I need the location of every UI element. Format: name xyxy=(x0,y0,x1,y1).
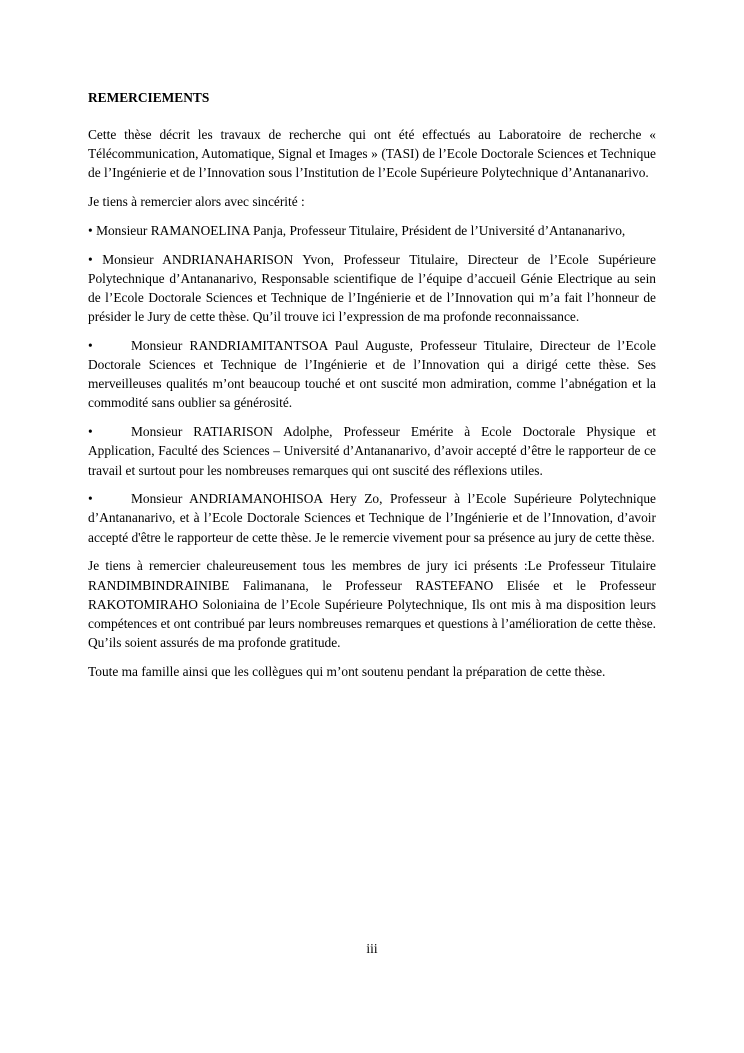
bullet-item xyxy=(88,221,656,240)
bullet-text: Monsieur RAMANOELINA Panja, Professeur Titulaire, Président de l’Université d’Antananarivo, xyxy=(96,222,626,238)
bullet-item xyxy=(88,422,656,480)
bullet-text: Monsieur RANDRIAMITANTSOA Paul Auguste, Professeur Titulaire, Directeur de l’Ecole Doctorale Sciences et Technique de l’Ingénierie et de l’Innovation qui a dirigé cette thèse. Ses merveilleuses qualités m’ont beaucoup touché et ont suscité mon admiration, comme l’abnégation et la commodité sans oublier sa générosité. xyxy=(88,337,656,411)
bullet-symbol: • xyxy=(88,491,93,507)
jury-thanks-paragraph: Je tiens à remercier chaleureusement tous les membres de jury ici présents :Le Professeur Titulaire RANDIMBINDRAINIBE Falimanana, le Professeur RASTEFANO Elisée et le Professeur RAKOTOMIRAHO Soloniaina de l’Ecole Supérieure Polytechnique, Ils ont mis à ma disposition leurs compétences et ont contribué par leurs nombreuses remarques et questions à l’amélioration de cette thèse. Qu’ils soient assurés de ma profonde gratitude. xyxy=(88,558,656,651)
bullet-item xyxy=(88,250,656,327)
bullet-item xyxy=(88,336,656,413)
bullet-symbol: • xyxy=(88,222,93,238)
family-thanks-paragraph: Toute ma famille ainsi que les collègues qui m’ont soutenu pendant la préparation de cette thèse. xyxy=(88,663,606,679)
lead-paragraph: Je tiens à remercier alors avec sincérité : xyxy=(88,194,305,210)
bullet-symbol: • xyxy=(88,337,93,353)
bullet-text: Monsieur ANDRIAMANOHISOA Hery Zo, Professeur à l’Ecole Supérieure Polytechnique d’Antananarivo, et à l’Ecole Doctorale Sciences et Technique de l’Ingénierie et de l’Innovation, d’avoir accepté d'être le rapporteur de cette thèse. Je le remercie vivement pour sa présence au jury de cette thèse. xyxy=(88,491,656,545)
bullet-item xyxy=(88,489,656,547)
bullet-text: Monsieur RATIARISON Adolphe, Professeur Emérite à Ecole Doctorale Physique et Application, Faculté des Sciences – Université d’Antananarivo, d’avoir accepté d’être le rapporteur de ce travail et surtout pour les nombreuses remarques qui ont suscité des réflexions utiles. xyxy=(88,424,656,478)
bullet-symbol: • xyxy=(88,251,93,267)
bullet-symbol: • xyxy=(88,424,93,440)
page-number: iii xyxy=(366,941,378,956)
bullet-text: Monsieur ANDRIANAHARISON Yvon, Professeur Titulaire, Directeur de l’Ecole Supérieure Polytechnique d’Antananarivo, Responsable scientifique de l’équipe d’accueil Génie Electrique au sein de l’Ecole Doctorale Sciences et Technique de l’Ingénierie et de l’Innovation qui m’a fait l’honneur de présider le Jury de cette thèse. Qu’il trouve ici l’expression de ma profonde reconnaissance. xyxy=(88,251,656,325)
document-page xyxy=(88,88,656,691)
section-title: REMERCIEMENTS xyxy=(88,90,210,105)
intro-paragraph: Cette thèse décrit les travaux de recherche qui ont été effectués au Laboratoire de recherche « Télécommunication, Automatique, Signal et Images » (TASI) de l’Ecole Doctorale Sciences et Technique de l’Ingénierie et de l’Innovation sous l’Institution de l’Ecole Supérieure Polytechnique d’Antananarivo. xyxy=(88,127,656,181)
